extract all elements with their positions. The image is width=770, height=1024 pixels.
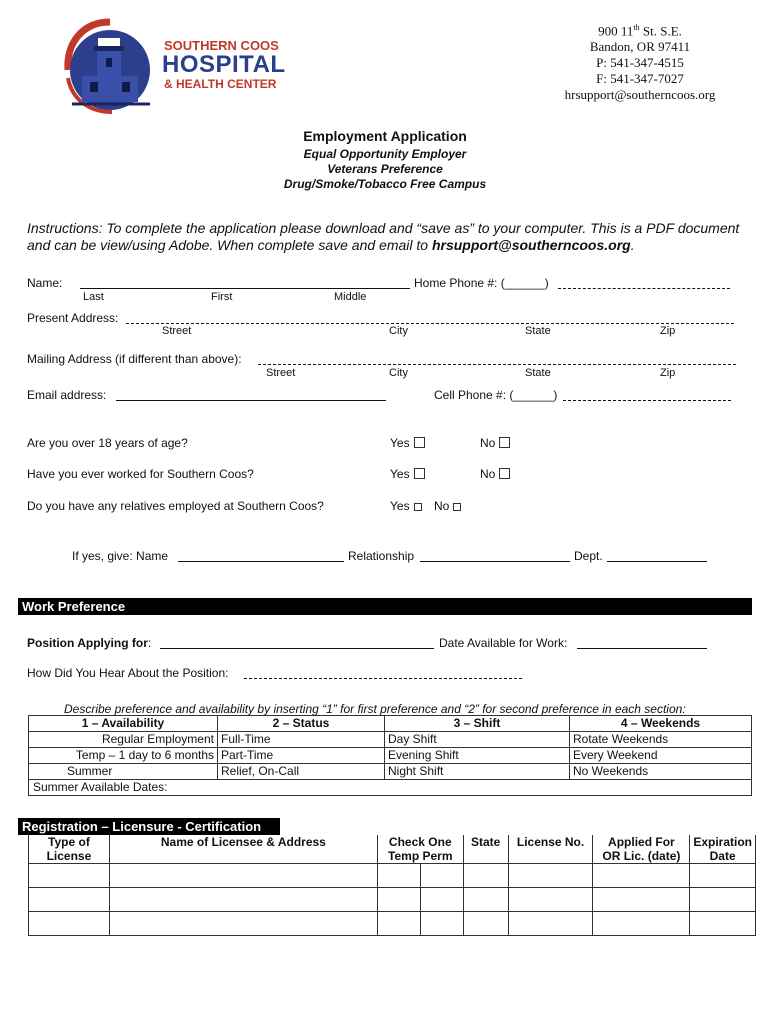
reg-cell[interactable]: [690, 888, 756, 912]
relative-name-input[interactable]: [178, 561, 344, 562]
reg-cell[interactable]: [593, 912, 690, 936]
reg-cell[interactable]: [690, 864, 756, 888]
pref-cell[interactable]: Evening Shift: [385, 748, 570, 764]
present-street: Street: [162, 325, 192, 337]
reg-cell[interactable]: [377, 888, 420, 912]
name-input[interactable]: [80, 288, 410, 289]
relatives-yes-checkbox[interactable]: [414, 503, 422, 511]
mailing-address-label: Mailing Address (if different than above):: [27, 352, 242, 366]
reg-cell[interactable]: [29, 864, 110, 888]
worked-no-option[interactable]: No: [480, 467, 510, 481]
relatives-yes-option[interactable]: Yes: [390, 499, 422, 513]
mailing-address-input[interactable]: [258, 364, 736, 365]
reg-cell[interactable]: [690, 912, 756, 936]
check-one-header: Check One Temp Perm: [377, 835, 463, 864]
table-row: [29, 864, 756, 888]
mailing-street: Street: [266, 367, 296, 379]
state-header: State: [463, 835, 508, 864]
age-no-checkbox[interactable]: [499, 437, 510, 448]
present-address-label: Present Address:: [27, 311, 119, 325]
sublabel-first: First: [211, 291, 233, 303]
logo-line2: HOSPITAL: [162, 51, 286, 78]
question-relatives: Do you have any relatives employed at Southern Coos?: [27, 499, 324, 513]
email-input[interactable]: [116, 400, 386, 401]
sublabel-last: Last: [83, 291, 104, 303]
logo-line3: & HEALTH CENTER: [164, 77, 277, 91]
email-label: Email address:: [27, 388, 107, 402]
reg-cell[interactable]: [420, 912, 463, 936]
heard-label: How Did You Hear About the Position:: [27, 666, 229, 680]
pref-cell[interactable]: No Weekends: [570, 764, 752, 780]
shift-header: 3 – Shift: [385, 716, 570, 732]
worked-no-checkbox[interactable]: [499, 468, 510, 479]
worked-yes-option[interactable]: Yes: [390, 467, 425, 481]
instructions-email[interactable]: hrsupport@southerncoos.org: [431, 237, 631, 253]
preference-instructions: Describe preference and availability by inserting “1” for first preference and “2” for second preference in each section:: [64, 702, 686, 716]
table-row: [29, 748, 752, 764]
reg-cell[interactable]: [593, 888, 690, 912]
table-row: [29, 764, 752, 780]
registration-bar: Registration – Licensure - Certification: [18, 818, 280, 835]
pref-cell[interactable]: Night Shift: [385, 764, 570, 780]
reg-cell[interactable]: [109, 888, 377, 912]
present-state: State: [525, 325, 551, 337]
address-phone: P: 541-347-4515: [596, 55, 684, 71]
logo-line1: SOUTHERN COOS: [164, 38, 279, 53]
reg-cell[interactable]: [420, 888, 463, 912]
question-worked: Have you ever worked for Southern Coos?: [27, 467, 254, 481]
type-header: Type of License: [29, 835, 110, 864]
license-no-header: License No.: [508, 835, 593, 864]
pref-cell[interactable]: Temp – 1 day to 6 months: [29, 748, 218, 764]
pref-cell[interactable]: Rotate Weekends: [570, 732, 752, 748]
address-city: Bandon, OR 97411: [589, 39, 691, 55]
subtitle-campus: Drug/Smoke/Tobacco Free Campus: [283, 177, 487, 191]
relationship-label: Relationship: [348, 549, 415, 563]
reg-cell[interactable]: [593, 864, 690, 888]
reg-cell[interactable]: [463, 912, 508, 936]
age-yes-checkbox[interactable]: [414, 437, 425, 448]
reg-cell[interactable]: [109, 912, 377, 936]
date-available-label: Date Available for Work:: [439, 636, 568, 650]
present-city: City: [389, 325, 408, 337]
heard-input[interactable]: [244, 678, 522, 679]
pref-cell[interactable]: Full-Time: [218, 732, 385, 748]
pref-cell[interactable]: Day Shift: [385, 732, 570, 748]
reg-cell[interactable]: [377, 912, 420, 936]
address-fax: F: 541-347-7027: [596, 71, 684, 87]
pref-cell[interactable]: Part-Time: [218, 748, 385, 764]
question-age: Are you over 18 years of age?: [27, 436, 188, 450]
mailing-city: City: [389, 367, 408, 379]
reg-cell[interactable]: [109, 864, 377, 888]
address-street: 900 11th St. S.E.: [598, 23, 682, 39]
pref-cell[interactable]: Summer: [29, 764, 218, 780]
hospital-logo: [60, 18, 290, 118]
weekends-header: 4 – Weekends: [570, 716, 752, 732]
preference-header-row: [29, 716, 752, 732]
date-available-input[interactable]: [577, 648, 707, 649]
relatives-no-checkbox[interactable]: [453, 503, 461, 511]
expiration-header: Expiration Date: [690, 835, 756, 864]
present-address-input[interactable]: [126, 323, 734, 324]
instructions: Instructions: To complete the application please download and “save as” to your computer. This is a PDF document and can be view/using Adobe. When complete save and email to hrsupport@southerncoos.org.: [27, 220, 740, 253]
page-title: Employment Application: [303, 128, 467, 144]
applied-header: Applied For OR Lic. (date): [593, 835, 690, 864]
table-row: [29, 732, 752, 748]
dept-label: Dept.: [574, 549, 603, 563]
position-label: Position Applying for:: [27, 636, 152, 650]
mailing-zip: Zip: [660, 367, 676, 379]
reg-cell[interactable]: [508, 864, 593, 888]
pref-cell[interactable]: Regular Employment: [29, 732, 218, 748]
pref-cell[interactable]: Relief, On-Call: [218, 764, 385, 780]
home-phone-input[interactable]: [558, 288, 730, 289]
age-no-option[interactable]: No: [480, 436, 510, 450]
relative-name-label: If yes, give: Name: [72, 549, 169, 563]
sublabel-middle: Middle: [334, 291, 367, 303]
dept-input[interactable]: [607, 561, 707, 562]
availability-header: 1 – Availability: [29, 716, 218, 732]
reg-cell[interactable]: [463, 888, 508, 912]
status-header: 2 – Status: [218, 716, 385, 732]
relatives-no-option[interactable]: No: [434, 499, 461, 513]
registration-table: [28, 835, 756, 936]
reg-cell[interactable]: [508, 888, 593, 912]
age-yes-option[interactable]: Yes: [390, 436, 425, 450]
reg-cell[interactable]: [29, 912, 110, 936]
table-row: [29, 912, 756, 936]
subtitle-eoe: Equal Opportunity Employer: [303, 147, 467, 161]
home-phone-label: Home Phone #: (______): [414, 276, 549, 290]
summer-dates-cell[interactable]: Summer Available Dates:: [29, 780, 752, 796]
reg-cell[interactable]: [377, 864, 420, 888]
table-row: [29, 780, 752, 796]
position-input[interactable]: [160, 648, 434, 649]
relationship-input[interactable]: [420, 561, 570, 562]
present-zip: Zip: [660, 325, 676, 337]
reg-cell[interactable]: [29, 888, 110, 912]
reg-cell[interactable]: [420, 864, 463, 888]
licensee-header: Name of Licensee & Address: [109, 835, 377, 864]
name-label: Name:: [27, 276, 63, 290]
cell-phone-label: Cell Phone #: (______): [434, 388, 558, 402]
preference-table: [28, 715, 752, 796]
worked-yes-checkbox[interactable]: [414, 468, 425, 479]
mailing-state: State: [525, 367, 551, 379]
reg-cell[interactable]: [508, 912, 593, 936]
reg-cell[interactable]: [463, 864, 508, 888]
address-email[interactable]: hrsupport@southerncoos.org: [564, 87, 716, 103]
hospital-address: [530, 20, 750, 103]
lighthouse-logo-icon: [60, 18, 160, 116]
subtitle-veterans: Veterans Preference: [327, 162, 443, 176]
cell-phone-input[interactable]: [563, 400, 731, 401]
work-preference-bar: Work Preference: [18, 598, 752, 615]
table-row: [29, 888, 756, 912]
pref-cell[interactable]: Every Weekend: [570, 748, 752, 764]
registration-header-row: [29, 835, 756, 864]
